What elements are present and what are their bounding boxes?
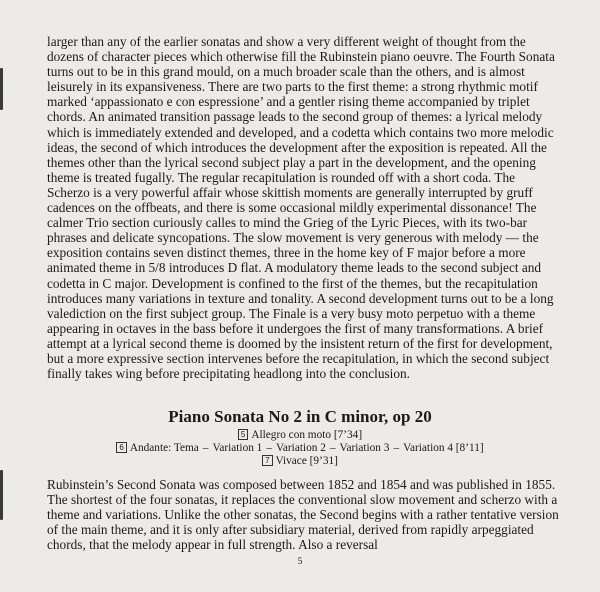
movement-title: Vivace [9’31] [275,455,338,467]
track-number: 7 [262,455,272,466]
variation-label: Variation 3 [339,442,390,454]
movement-title: Andante: Tema [129,442,199,454]
dash-separator: – [266,442,272,454]
track-number: 5 [238,429,248,440]
variation-label: Variation 1 [212,442,263,454]
page-number: 5 [297,557,303,567]
track-number: 6 [116,442,126,453]
movement-title: Allegro con moto [7’34] [251,429,363,441]
binding-mark [0,470,3,520]
movement-line [0,454,600,468]
dash-separator: – [202,442,209,454]
movement-line [0,441,600,455]
variation-label: Variation 4 [8’11] [403,442,484,454]
binding-mark [0,68,3,110]
dash-separator: – [393,442,400,454]
movement-line [0,428,600,442]
section-heading: Piano Sonata No 2 in C minor, op 20 [168,407,432,426]
variation-label: Variation 2 [276,442,326,454]
paragraph-sonata-4: larger than any of the earlier sonatas and show a very different weight of thought from the dozens of character pieces which otherwise fill the Rubinstein piano oeuvre. The Fourth Sonata turns out to be in this grand mould, on a much broader scale than the others, and is almost leisurely in its expansiveness. There are two parts to the first theme: a strong rhythmic motif marked ‘appassionato e con espressione’ and a gentler rising theme accompanied by triplet chords. An animated transition passage leads to the second group of themes: a lyrical melody which is immediately extended and developed, and a codetta which contains two more melodic ideas, the second of which introduces the development after the exposition is repeated. All the themes other than the lyrical second subject play a part in the development, and the opening theme is treated fugally. The regular recapitulation is rounded off with a short coda. The Scherzo is a very powerful affair whose skittish moments are generally interrupted by gruff cadences on the offbeats, and there is some occasional mildly experimental dissonance! The calmer Trio section curiously calles to mind the Grieg of the Lyric Pieces, with its two-bar phrases and delicate syncopations. The slow movement is very generous with melody — the exposition contains seven distinct themes, three in the home key of F major before a more animated theme in 5/8 introduces D flat. A modulatory theme leads to the second subject and codetta in C major. Development is confined to the first of the themes, but the recapitulation introduces many variations in texture and tonality. A second development turns out to be a long valediction on the first subject group. The Finale is a very busy moto perpetuo with a theme appearing in octaves in the bass before it undergoes the first of many transformations. A brief attempt at a lyrical second theme is doomed by the insistent return of the first for development, but a more expressive section intervenes before the recapitulation, in which the second subject finally takes wing before precipitating headlong into the conclusion. [47,34,555,382]
dash-separator: – [329,442,336,454]
paragraph-sonata-2: Rubinstein’s Second Sonata was composed between 1852 and 1854 and was published in 1855. The shortest of the four sonatas, it replaces the conventional slow movement and scherzo with a theme and variations. Unlike the other sonatas, the Second begins with a rather tentative version of the main theme, and it is only after subsidiary material, derived from rapidly arpeggiated chords, that the melody appear in full strength. Also a reversal [47,477,559,553]
